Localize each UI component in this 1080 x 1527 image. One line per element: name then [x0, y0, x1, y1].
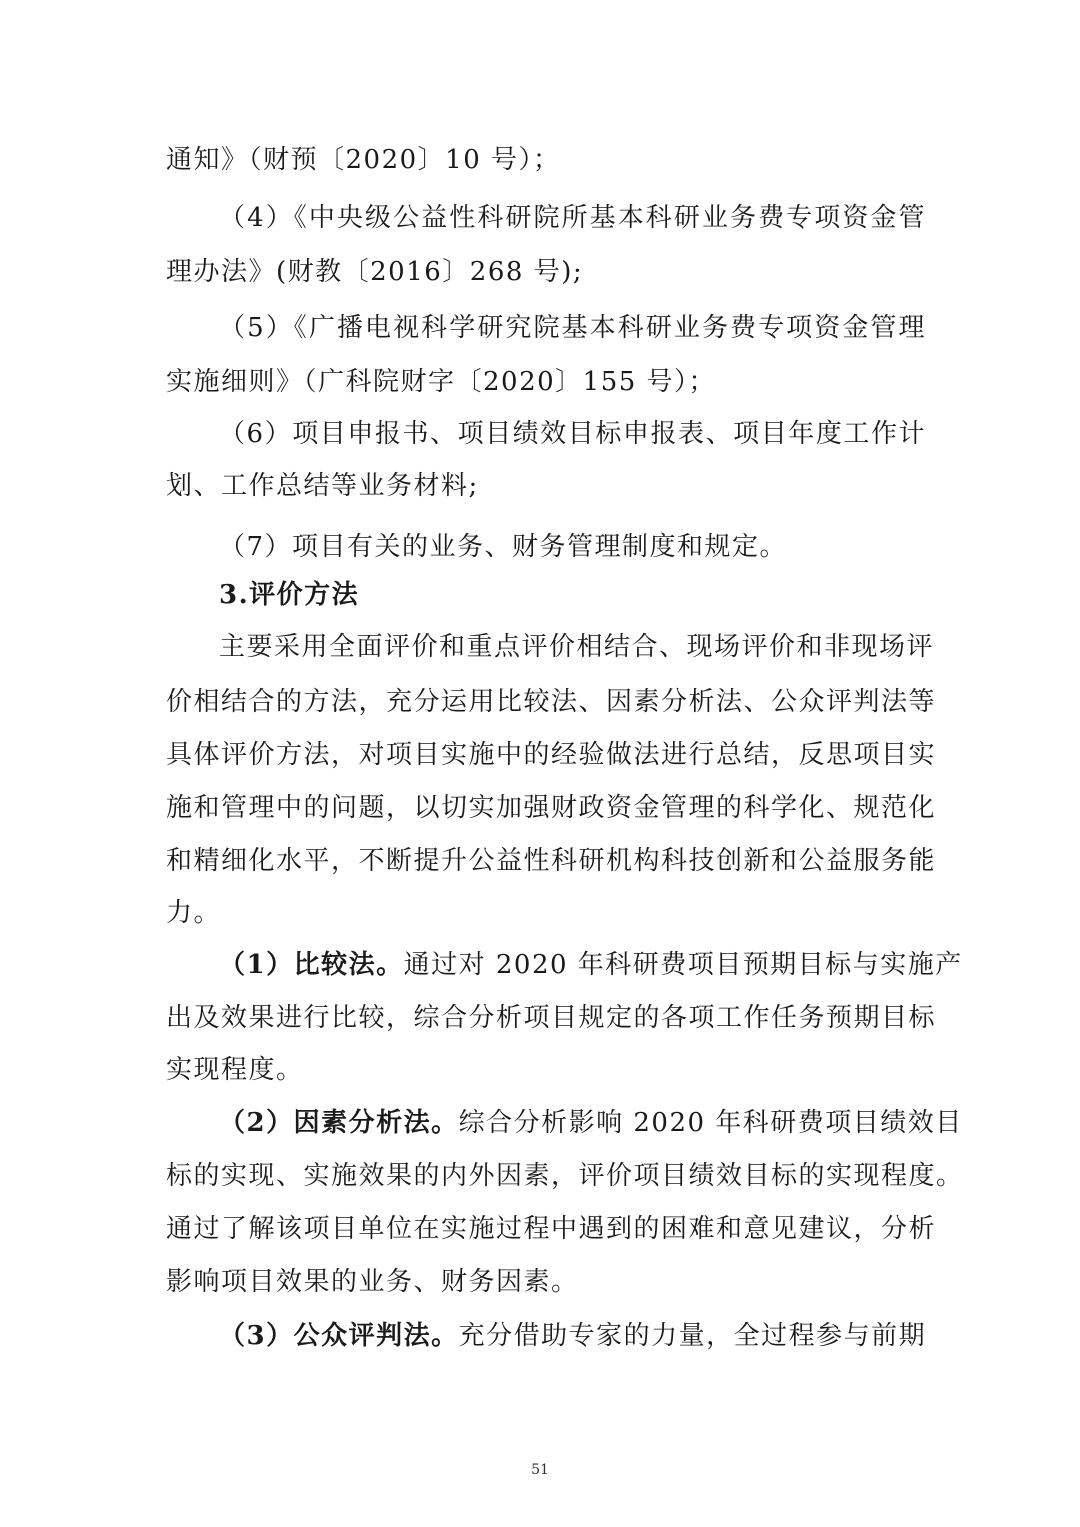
- text-line: 施和管理中的问题，以切实加强财政资金管理的科学化、规范化: [166, 793, 937, 823]
- method-text: 充分借助专家的力量，全过程参与前期: [458, 1321, 927, 1351]
- text-line: 影响项目效果的业务、财务因素。: [166, 1267, 579, 1297]
- page-number: 51: [531, 1462, 549, 1478]
- text-line: 和精细化水平，不断提升公益性科研机构科技创新和公益服务能: [166, 846, 937, 876]
- text-line: 通知》（财预〔2020〕10 号）；: [166, 145, 561, 175]
- text-line: 实现程度。: [166, 1055, 304, 1085]
- text-line: （4）《中央级公益性科研院所基本科研业务费专项资金管: [219, 203, 926, 233]
- text-line: 具体评价方法，对项目实施中的经验做法进行总结，反思项目实: [166, 740, 937, 770]
- text-line: 价相结合的方法，充分运用比较法、因素分析法、公众评判法等: [166, 687, 937, 717]
- text-line: 划、工作总结等业务材料;: [166, 471, 479, 501]
- text-line: [219, 1316, 926, 1356]
- method-title: （1）比较法。: [219, 950, 404, 980]
- text-line: 实施细则》（广科院财字〔2020〕155 号）；: [166, 367, 717, 397]
- text-line: 出及效果进行比较，综合分析项目规定的各项工作任务预期目标: [166, 1003, 937, 1033]
- method-text: 通过对 2020 年科研费项目预期目标与实施产: [403, 950, 963, 980]
- text-line: [219, 945, 963, 985]
- text-line: 主要采用全面评价和重点评价相结合、现场评价和非现场评: [219, 632, 935, 662]
- text-line: （5）《广播电视科学研究院基本科研业务费专项资金管理: [219, 313, 926, 343]
- method-title: （2）因素分析法。: [219, 1108, 459, 1138]
- text-line: （6）项目申报书、项目绩效目标申报表、项目年度工作计: [219, 419, 926, 449]
- text-line: [219, 1103, 963, 1143]
- text-line: 力。: [166, 898, 222, 928]
- text-line: 理办法》(财教〔2016〕268 号);: [166, 257, 584, 287]
- method-text: 综合分析影响 2020 年科研费项目绩效目: [458, 1108, 963, 1138]
- text-line: 标的实现、实施效果的内外因素，评价项目绩效目标的实现程度。: [166, 1161, 964, 1191]
- method-title: （3）公众评判法。: [219, 1321, 459, 1351]
- text-line: （7）项目有关的业务、财务管理制度和规定。: [219, 532, 788, 562]
- text-line: 通过了解该项目单位在实施过程中遇到的困难和意见建议，分析: [166, 1214, 937, 1244]
- section-heading: 3.评价方法: [219, 580, 360, 610]
